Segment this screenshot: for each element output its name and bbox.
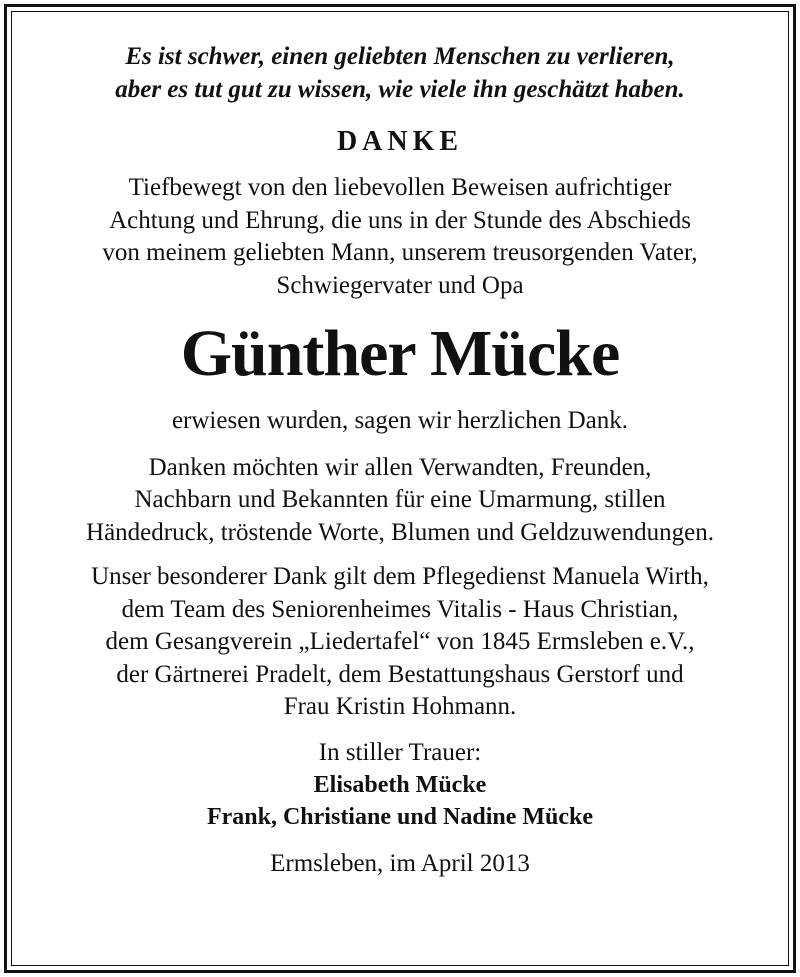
special-thanks-line-3: dem Gesangverein „Liedertafel“ von 1845 Ermsleben e.V.,: [105, 628, 695, 655]
intro-line-1: Tiefbewegt von den liebevollen Beweisen aufrichtiger: [128, 174, 672, 201]
deceased-name: Günther Mücke: [180, 317, 620, 390]
mourning-label: In stiller Trauer:: [318, 738, 482, 766]
signer-1: Elisabeth Mücke: [313, 772, 487, 798]
special-thanks-line-5: Frau Kristin Hohmann.: [283, 693, 517, 720]
thanks-all-line-3: Händedruck, tröstende Worte, Blumen und Geldzuwendungen.: [86, 518, 714, 546]
special-thanks-line-1: Unser besonderer Dank gilt dem Pflegedienst Manuela Wirth,: [91, 563, 709, 590]
intro-line-4: Schwiegervater und Opa: [276, 271, 524, 299]
thanks-all-line-1: Danken möchten wir allen Verwandten, Freunden,: [148, 453, 652, 481]
obituary-notice: [20, 40, 780, 881]
special-thanks-paragraph: [20, 561, 780, 724]
closing-intro-line: erwiesen wurden, sagen wir herzlichen Dank.: [171, 407, 629, 434]
signer-2: Frank, Christiane und Nadine Mücke: [206, 804, 594, 830]
closing-intro: [20, 405, 780, 438]
motto-line-2: aber es tut gut zu wissen, wie viele ihn geschätzt haben.: [115, 76, 685, 103]
intro-paragraph: [20, 172, 780, 302]
heading-danke: DANKE: [336, 126, 464, 157]
special-thanks-line-4: der Gärtnerei Pradelt, dem Bestattungshaus Gerstorf und: [116, 660, 684, 688]
thanks-all-line-2: Nachbarn und Bekannten für eine Umarmung, stillen: [134, 486, 666, 513]
place-date: [20, 848, 780, 881]
mourning-block: [20, 737, 780, 834]
motto-line-1: Es ist schwer, einen geliebten Menschen zu verlieren,: [125, 43, 675, 70]
thanks-all-paragraph: [20, 452, 780, 550]
place-date-line: Ermsleben, im April 2013: [270, 850, 530, 877]
special-thanks-line-2: dem Team des Seniorenheimes Vitalis - Haus Christian,: [121, 595, 679, 623]
motto: [20, 40, 780, 106]
intro-line-3: von meinem geliebten Mann, unserem treusorgenden Vater,: [102, 239, 698, 266]
intro-line-2: Achtung und Ehrung, die uns in der Stunde des Abschieds: [109, 206, 691, 234]
